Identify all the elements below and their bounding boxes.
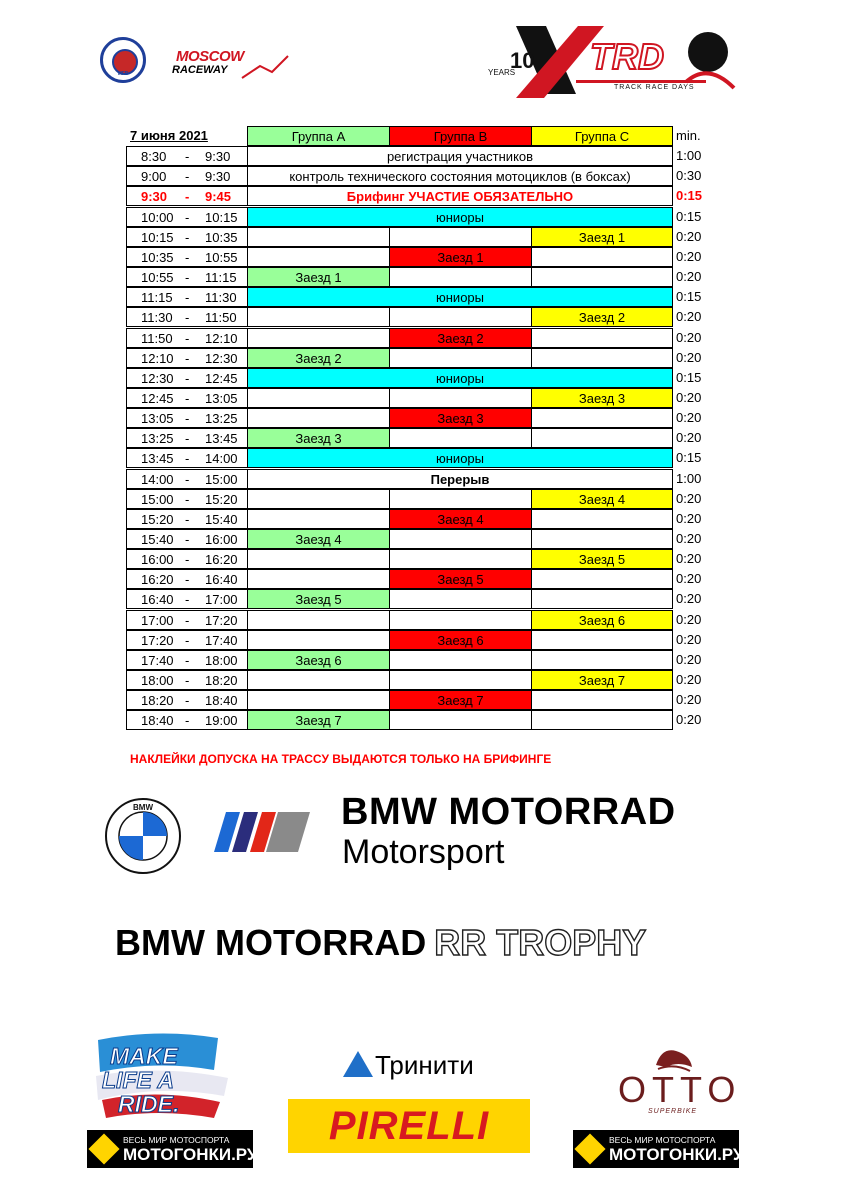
time-end: 10:15 (205, 210, 238, 225)
group-a-cell (247, 509, 389, 529)
time-end: 16:20 (205, 552, 238, 567)
time-end: 12:45 (205, 371, 238, 386)
group-a-header: Группа А (247, 126, 389, 146)
make-life-line-2: LIFE A (102, 1067, 174, 1093)
juniors-cell: юниоры (247, 368, 673, 388)
activity-cell: регистрация участников (247, 146, 673, 166)
raceway-logo-top: MOSCOW (176, 48, 244, 65)
time-dash: - (185, 371, 190, 386)
minutes-cell: 0:20 (676, 330, 702, 345)
trinity-label: Тринити (375, 1050, 474, 1080)
schedule-row (126, 247, 706, 267)
time-start: 16:40 (141, 592, 174, 607)
minutes-cell: 0:20 (676, 410, 702, 425)
schedule-row (126, 710, 706, 730)
juniors-cell: юниоры (247, 448, 673, 468)
group-b-cell: Заезд 4 (389, 509, 531, 529)
schedule-row (126, 227, 706, 247)
time-dash: - (185, 391, 190, 406)
group-c-cell: Заезд 1 (531, 227, 673, 247)
group-a-cell (247, 549, 389, 569)
time-start: 16:00 (141, 552, 174, 567)
mgv-logo-text: МГВ (117, 71, 129, 77)
minutes-cell: 0:20 (676, 309, 702, 324)
schedule-row (126, 549, 706, 569)
schedule-row (126, 428, 706, 448)
group-a-cell: Заезд 2 (247, 348, 389, 368)
juniors-cell: юниоры (247, 207, 673, 227)
time-start: 8:30 (141, 149, 167, 164)
time-start: 13:05 (141, 411, 174, 426)
bmw-motorrad-title: BMW MOTORRAD (341, 791, 676, 833)
minutes-cell: 0:20 (676, 712, 702, 727)
schedule-row (126, 610, 706, 630)
time-dash: - (185, 290, 190, 305)
time-cell (126, 307, 247, 327)
group-c-cell (531, 529, 673, 549)
schedule-row (126, 489, 706, 509)
time-end: 13:05 (205, 391, 238, 406)
time-cell (126, 207, 247, 227)
make-life-a-ride-logo (88, 1030, 232, 1120)
group-c-cell (531, 348, 673, 368)
time-start: 11:50 (141, 331, 173, 346)
time-end: 12:10 (205, 331, 238, 346)
schedule-row (126, 690, 706, 710)
minutes-cell: 0:20 (676, 511, 702, 526)
time-dash: - (185, 552, 190, 567)
group-a-cell: Заезд 1 (247, 267, 389, 287)
time-cell (126, 448, 247, 468)
group-b-cell (389, 549, 531, 569)
group-c-cell (531, 630, 673, 650)
time-cell (126, 287, 247, 307)
time-end: 18:40 (205, 693, 238, 708)
schedule-date: 7 июня 2021 (130, 128, 208, 143)
minutes-cell: 0:20 (676, 612, 702, 627)
group-c-cell: Заезд 5 (531, 549, 673, 569)
motogonki-big-text: МОТОГОНКИ.РУ (609, 1145, 744, 1164)
time-cell (126, 589, 247, 609)
time-dash: - (185, 250, 190, 265)
min-header: min. (676, 128, 701, 143)
time-cell (126, 670, 247, 690)
time-start: 18:20 (141, 693, 174, 708)
minutes-cell: 0:20 (676, 491, 702, 506)
group-a-cell (247, 388, 389, 408)
time-dash: - (185, 310, 190, 325)
time-cell (126, 348, 247, 368)
group-a-cell: Заезд 5 (247, 589, 389, 609)
schedule-row (126, 186, 706, 206)
trinity-triangle-icon (343, 1051, 373, 1077)
time-cell (126, 690, 247, 710)
minutes-cell: 0:20 (676, 591, 702, 606)
time-cell (126, 388, 247, 408)
bmw-roundel-label: BMW (133, 803, 153, 812)
make-life-line-1: MAKE (110, 1043, 178, 1069)
minutes-cell: 0:20 (676, 571, 702, 586)
group-b-cell (389, 428, 531, 448)
time-end: 9:45 (205, 189, 232, 204)
group-b-cell (389, 307, 531, 327)
bmw-roundel-icon (104, 797, 182, 875)
schedule-row (126, 589, 706, 609)
make-life-line-3: RIDE. (118, 1091, 180, 1117)
time-start: 15:40 (141, 532, 174, 547)
group-a-cell (247, 610, 389, 630)
schedule-row (126, 509, 706, 529)
schedule-row (126, 348, 706, 368)
minutes-cell: 0:20 (676, 632, 702, 647)
time-dash: - (185, 713, 190, 728)
minutes-cell: 0:20 (676, 390, 702, 405)
time-end: 9:30 (205, 169, 231, 184)
group-c-cell (531, 650, 673, 670)
time-cell (126, 710, 247, 730)
group-c-cell (531, 408, 673, 428)
time-dash: - (185, 270, 190, 285)
minutes-cell: 0:30 (676, 168, 702, 183)
group-b-cell (389, 489, 531, 509)
time-cell (126, 428, 247, 448)
time-cell (126, 368, 247, 388)
group-a-cell: Заезд 7 (247, 710, 389, 730)
minutes-cell: 0:20 (676, 269, 702, 284)
minutes-cell: 0:20 (676, 652, 702, 667)
time-cell (126, 489, 247, 509)
group-a-cell (247, 630, 389, 650)
time-cell (126, 630, 247, 650)
time-end: 11:15 (205, 270, 237, 285)
group-a-cell: Заезд 3 (247, 428, 389, 448)
group-b-cell (389, 670, 531, 690)
briefing-cell: Брифинг УЧАСТИЕ ОБЯЗАТЕЛЬНО (247, 186, 673, 206)
minutes-cell: 0:15 (676, 289, 702, 304)
time-end: 11:30 (205, 290, 237, 305)
time-end: 9:30 (205, 149, 231, 164)
time-start: 16:20 (141, 572, 174, 587)
group-b-cell (389, 589, 531, 609)
time-cell (126, 549, 247, 569)
time-dash: - (185, 189, 190, 204)
group-c-cell (531, 267, 673, 287)
group-c-cell: Заезд 6 (531, 610, 673, 630)
motogonki-icon (88, 1133, 119, 1164)
schedule-row (126, 469, 706, 489)
time-cell (126, 529, 247, 549)
time-start: 10:15 (141, 230, 174, 245)
time-start: 12:30 (141, 371, 174, 386)
minutes-cell: 0:15 (676, 450, 702, 465)
group-a-cell (247, 690, 389, 710)
group-b-cell: Заезд 3 (389, 408, 531, 428)
time-dash: - (185, 411, 190, 426)
minutes-cell: 0:15 (676, 370, 702, 385)
trinity-logo (343, 1048, 474, 1082)
time-dash: - (185, 230, 190, 245)
group-c-cell (531, 328, 673, 348)
xtrd-years: YEARS (488, 68, 516, 77)
motogonki-icon (574, 1133, 605, 1164)
xtrd-logo (486, 22, 742, 102)
group-c-cell: Заезд 7 (531, 670, 673, 690)
time-dash: - (185, 633, 190, 648)
time-dash: - (185, 592, 190, 607)
raceway-logo-bottom: RACEWAY (172, 64, 228, 76)
time-dash: - (185, 431, 190, 446)
time-dash: - (185, 572, 190, 587)
group-a-cell (247, 569, 389, 589)
time-start: 17:00 (141, 613, 174, 628)
time-start: 9:30 (141, 189, 168, 204)
rr-trophy-main: BMW MOTORRAD (115, 922, 427, 963)
group-a-cell (247, 489, 389, 509)
group-c-cell (531, 589, 673, 609)
time-cell (126, 227, 247, 247)
group-a-cell (247, 307, 389, 327)
schedule-row (126, 287, 706, 307)
motogonki-big-text: МОТОГОНКИ.РУ (123, 1145, 258, 1164)
schedule-row (126, 388, 706, 408)
group-b-cell: Заезд 5 (389, 569, 531, 589)
mgv-logo (100, 37, 146, 83)
time-cell (126, 408, 247, 428)
time-cell (126, 610, 247, 630)
group-a-cell (247, 670, 389, 690)
juniors-cell: юниоры (247, 287, 673, 307)
otto-label: OTTO (618, 1069, 742, 1110)
group-b-cell: Заезд 2 (389, 328, 531, 348)
time-end: 18:20 (205, 673, 238, 688)
time-start: 12:45 (141, 391, 174, 406)
time-end: 11:50 (205, 310, 237, 325)
time-start: 14:00 (141, 472, 174, 487)
motogonki-small-text: ВЕСЬ МИР МОТОСПОРТА (609, 1135, 716, 1145)
schedule-row (126, 328, 706, 348)
break-cell: Перерыв (247, 469, 673, 489)
notice-text: НАКЛЕЙКИ ДОПУСКА НА ТРАССУ ВЫДАЮТСЯ ТОЛЬКО НА БРИФИНГЕ (130, 752, 552, 766)
pirelli-label: PIRELLI (328, 1104, 490, 1148)
group-b-cell: Заезд 1 (389, 247, 531, 267)
schedule-row (126, 650, 706, 670)
minutes-cell: 0:20 (676, 551, 702, 566)
group-c-cell (531, 569, 673, 589)
time-start: 15:00 (141, 492, 174, 507)
time-start: 15:20 (141, 512, 174, 527)
rr-trophy-outline: RR TROPHY (434, 922, 647, 963)
minutes-cell: 0:20 (676, 672, 702, 687)
time-start: 18:40 (141, 713, 174, 728)
time-end: 13:45 (205, 431, 238, 446)
time-cell (126, 569, 247, 589)
time-start: 10:55 (141, 270, 174, 285)
group-c-cell (531, 509, 673, 529)
time-cell (126, 267, 247, 287)
time-dash: - (185, 351, 190, 366)
time-dash: - (185, 169, 190, 184)
time-cell (126, 650, 247, 670)
motogonki-logo-right (573, 1130, 744, 1168)
motogonki-small-text: ВЕСЬ МИР МОТОСПОРТА (123, 1135, 230, 1145)
group-c-cell (531, 710, 673, 730)
group-b-header: Группа В (389, 126, 531, 146)
time-cell (126, 186, 247, 206)
time-end: 14:00 (205, 451, 238, 466)
group-b-cell (389, 610, 531, 630)
time-end: 16:40 (205, 572, 238, 587)
time-start: 17:20 (141, 633, 174, 648)
group-c-cell: Заезд 4 (531, 489, 673, 509)
group-c-cell: Заезд 2 (531, 307, 673, 327)
group-a-cell (247, 227, 389, 247)
time-end: 18:00 (205, 653, 238, 668)
time-dash: - (185, 693, 190, 708)
time-end: 10:35 (205, 230, 238, 245)
time-dash: - (185, 653, 190, 668)
rr-trophy-title (115, 922, 646, 964)
time-dash: - (185, 673, 190, 688)
time-end: 15:20 (205, 492, 238, 507)
group-a-cell (247, 328, 389, 348)
group-c-cell (531, 690, 673, 710)
schedule-row (126, 529, 706, 549)
time-end: 17:00 (205, 592, 238, 607)
group-b-cell (389, 388, 531, 408)
minutes-cell: 0:20 (676, 692, 702, 707)
time-end: 19:00 (205, 713, 238, 728)
minutes-cell: 0:15 (676, 209, 702, 224)
group-b-cell (389, 267, 531, 287)
time-dash: - (185, 210, 190, 225)
group-c-cell (531, 428, 673, 448)
otto-sub-label: SUPERBIKE (648, 1108, 698, 1115)
schedule-row (126, 307, 706, 327)
minutes-cell: 0:20 (676, 229, 702, 244)
time-end: 15:00 (205, 472, 238, 487)
time-cell (126, 146, 247, 166)
schedule-row (126, 146, 706, 166)
time-dash: - (185, 492, 190, 507)
group-c-header: Группа С (531, 126, 673, 146)
minutes-cell: 0:20 (676, 249, 702, 264)
time-dash: - (185, 472, 190, 487)
group-a-cell: Заезд 4 (247, 529, 389, 549)
group-b-cell (389, 710, 531, 730)
motorsport-title: Motorsport (342, 833, 505, 871)
group-b-cell: Заезд 6 (389, 630, 531, 650)
minutes-cell: 0:20 (676, 350, 702, 365)
time-start: 10:00 (141, 210, 174, 225)
group-b-cell (389, 348, 531, 368)
group-c-cell: Заезд 3 (531, 388, 673, 408)
time-dash: - (185, 613, 190, 628)
schedule-row (126, 448, 706, 468)
schedule-row (126, 207, 706, 227)
time-cell (126, 247, 247, 267)
time-dash: - (185, 451, 190, 466)
time-cell (126, 166, 247, 186)
time-dash: - (185, 532, 190, 547)
time-end: 17:40 (205, 633, 238, 648)
time-start: 18:00 (141, 673, 174, 688)
minutes-cell: 0:15 (676, 188, 703, 203)
group-b-cell (389, 650, 531, 670)
schedule-row (126, 267, 706, 287)
time-cell (126, 469, 247, 489)
time-dash: - (185, 331, 190, 346)
group-a-cell: Заезд 6 (247, 650, 389, 670)
schedule-row (126, 166, 706, 186)
group-b-cell: Заезд 7 (389, 690, 531, 710)
schedule-row (126, 368, 706, 388)
time-start: 13:45 (141, 451, 174, 466)
xtrd-name: TRD (590, 36, 664, 77)
time-start: 13:25 (141, 431, 174, 446)
time-end: 12:30 (205, 351, 238, 366)
motogonki-logo-left (87, 1130, 258, 1168)
schedule-row (126, 670, 706, 690)
time-start: 17:40 (141, 653, 174, 668)
schedule-header-row (126, 126, 706, 146)
activity-cell: контроль технического состояния мотоциклов (в боксах) (247, 166, 673, 186)
time-end: 15:40 (205, 512, 238, 527)
minutes-cell: 1:00 (676, 148, 702, 163)
time-start: 12:10 (141, 351, 174, 366)
time-dash: - (185, 149, 190, 164)
pirelli-logo (288, 1099, 530, 1153)
time-start: 9:00 (141, 169, 167, 184)
minutes-cell: 0:20 (676, 531, 702, 546)
time-end: 17:20 (205, 613, 238, 628)
time-end: 16:00 (205, 532, 238, 547)
group-a-cell (247, 247, 389, 267)
xtrd-ten: 10 (510, 48, 535, 73)
bmw-m-stripes-icon (204, 812, 312, 852)
group-a-cell (247, 408, 389, 428)
moscow-raceway-logo (172, 48, 292, 82)
group-c-cell (531, 247, 673, 267)
group-b-cell (389, 529, 531, 549)
time-start: 10:35 (141, 250, 174, 265)
time-cell (126, 328, 247, 348)
time-cell (126, 509, 247, 529)
schedule-row (126, 569, 706, 589)
time-start: 11:30 (141, 310, 173, 325)
time-end: 13:25 (205, 411, 238, 426)
group-b-cell (389, 227, 531, 247)
time-end: 10:55 (205, 250, 238, 265)
xtrd-tagline: TRACK RACE DAYS (614, 84, 695, 91)
time-start: 11:15 (141, 290, 173, 305)
schedule-row (126, 408, 706, 428)
schedule-row (126, 630, 706, 650)
minutes-cell: 1:00 (676, 471, 702, 486)
time-dash: - (185, 512, 190, 527)
minutes-cell: 0:20 (676, 430, 702, 445)
